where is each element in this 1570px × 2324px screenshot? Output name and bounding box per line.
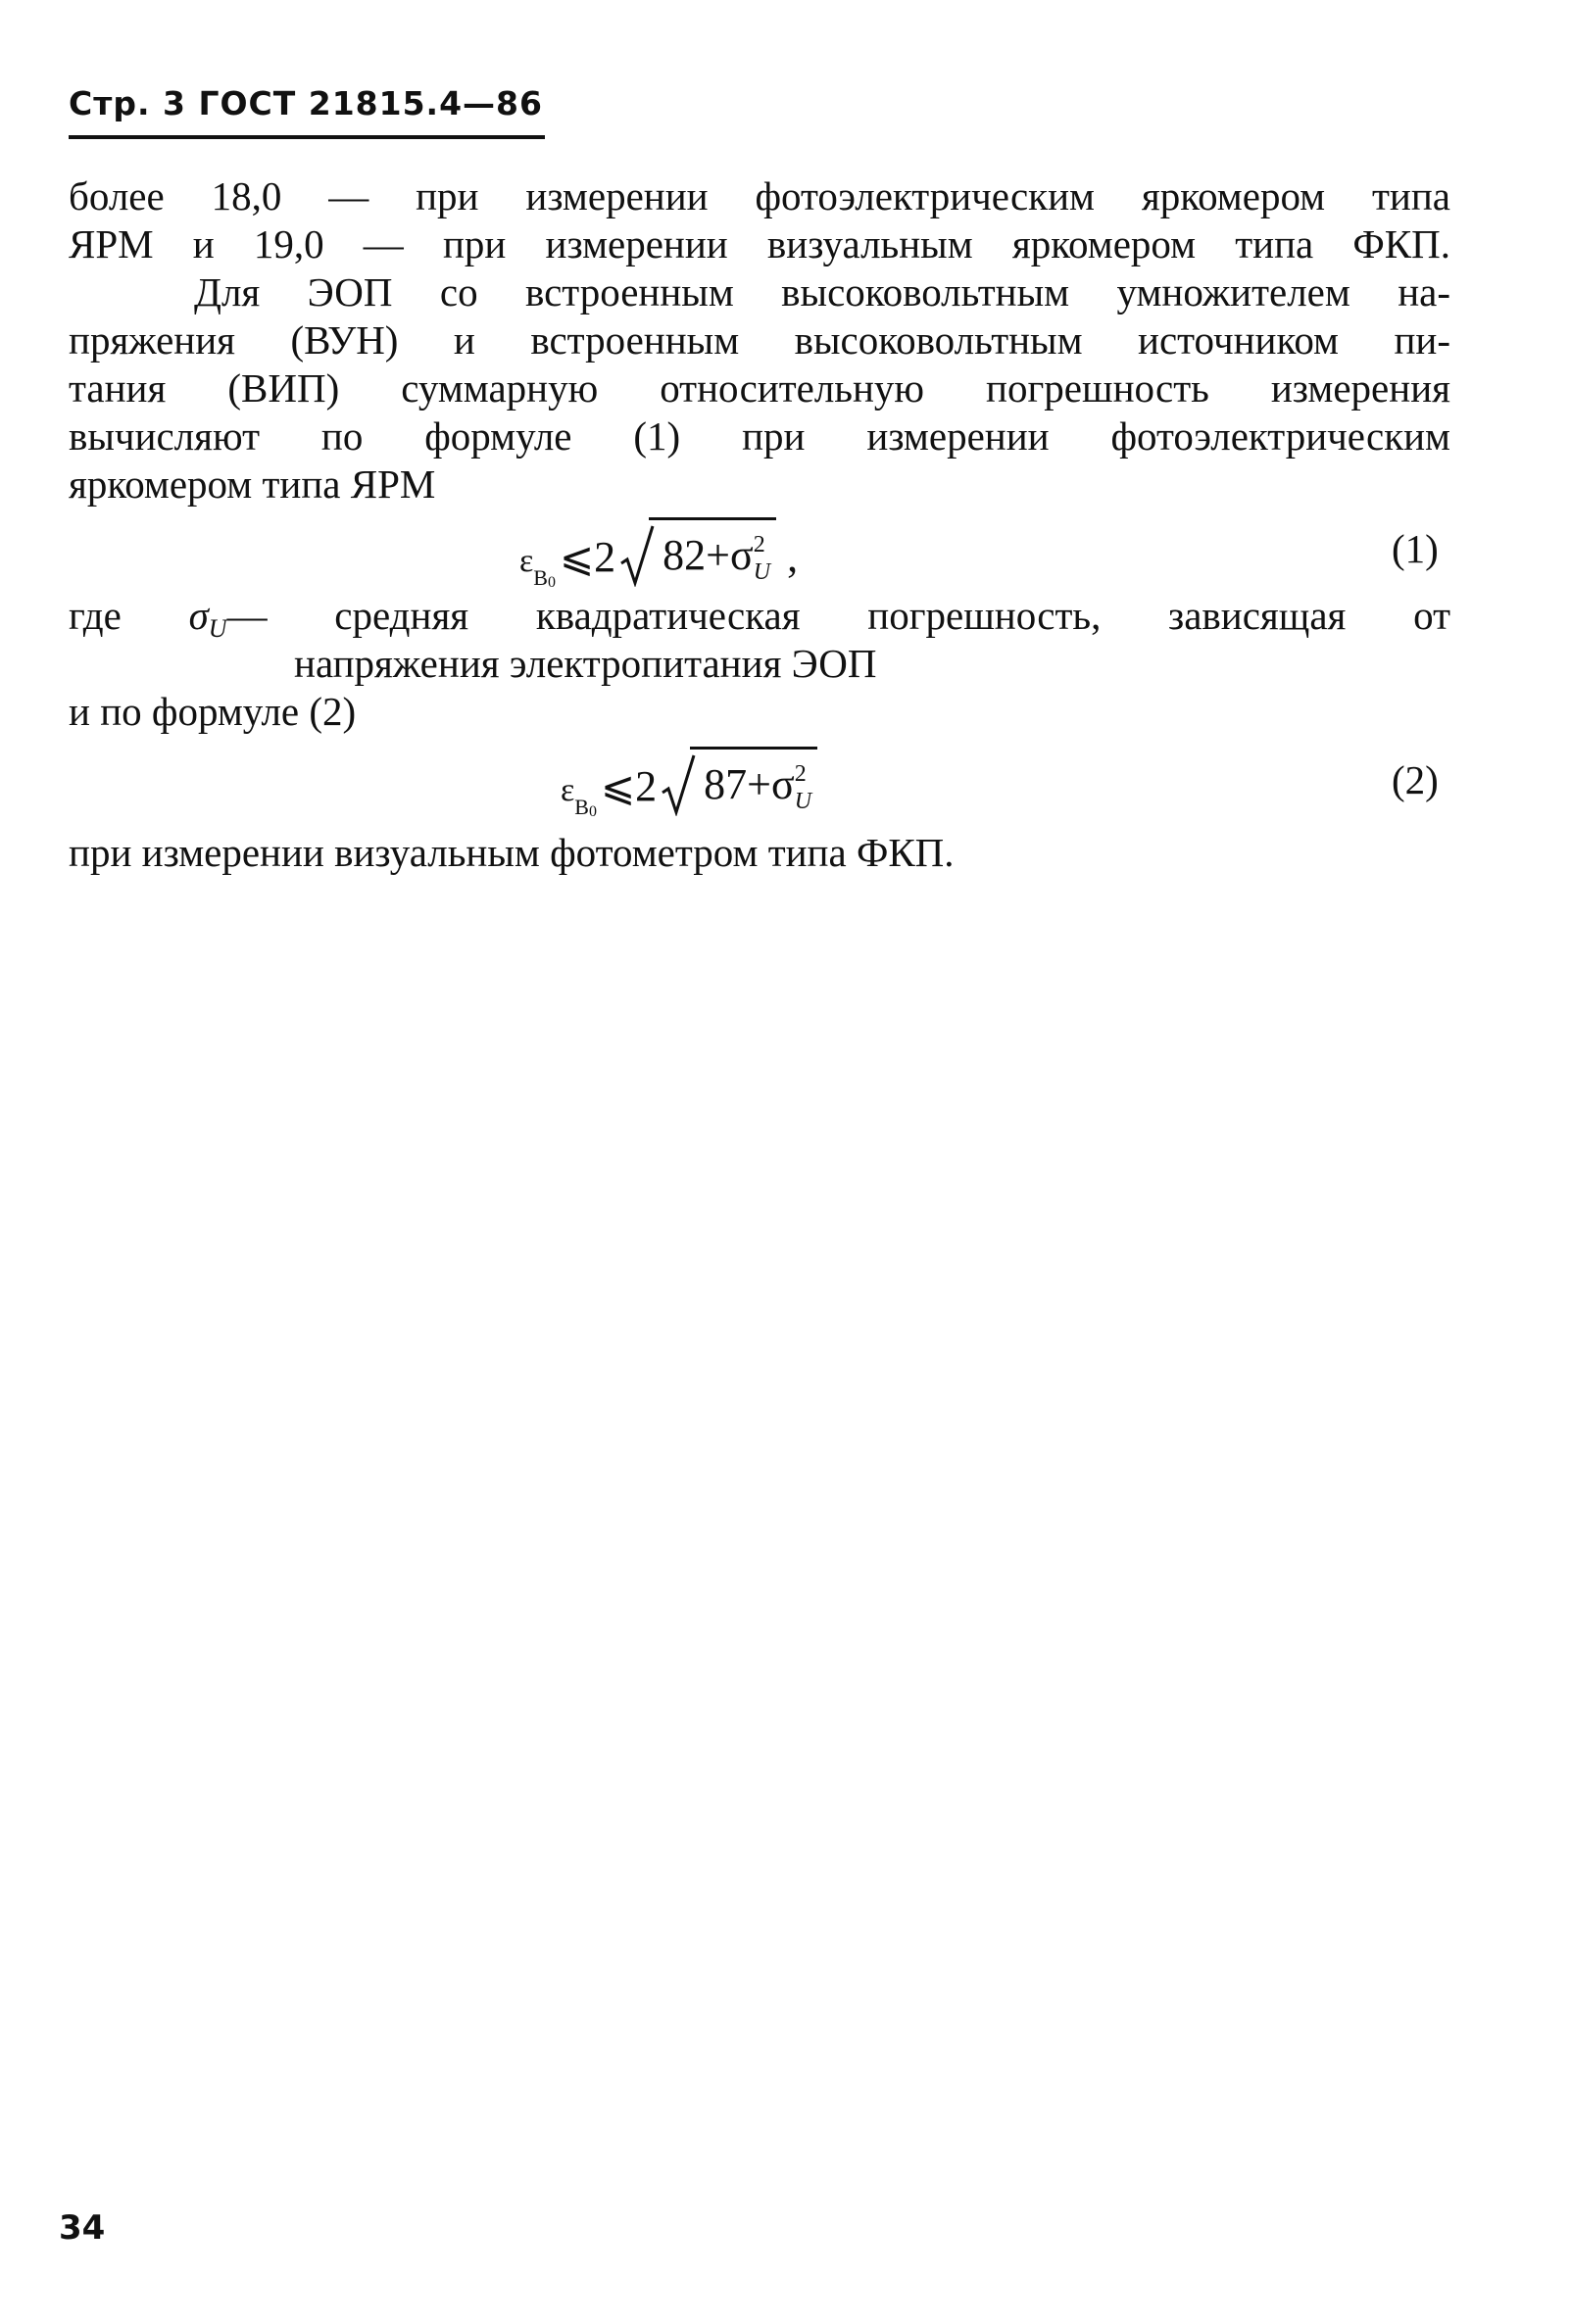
where-description: — средняя квадратическая погрешность, зависящая от xyxy=(226,593,1450,638)
formula-1-sub: B xyxy=(533,565,548,590)
formula-1-sub0: 0 xyxy=(547,574,556,591)
page-number: 34 xyxy=(59,2208,106,2248)
sigma-symbol: σ xyxy=(188,593,209,638)
body-line-4: пряжения (ВУН) и встроенным высоковольтным источником пи- xyxy=(69,317,1450,363)
formula-1-radicand-text: 82+σ xyxy=(662,531,754,579)
formula-2-sub: B xyxy=(574,795,589,819)
formula-1-subscript: U xyxy=(753,559,771,585)
formula-2-radicand-text: 87+σ xyxy=(704,760,795,808)
body-line-3: Для ЭОП со встроенным высоковольтным умножителем на- xyxy=(194,269,1450,315)
formula-2-epsilon: ε xyxy=(561,772,575,808)
formula-2-radicand xyxy=(690,747,817,826)
body-line-2: ЯРМ и 19,0 — при измерении визуальным яркомером типа ФКП. xyxy=(69,221,1450,266)
formula-1-relation: ⩽ xyxy=(559,536,595,581)
formula-2-sub0: 0 xyxy=(588,803,597,820)
sigma-subscript: U xyxy=(208,614,227,643)
and-formula-line: и по формуле (2) xyxy=(69,689,357,734)
equation-number-1: (1) xyxy=(1392,526,1439,571)
formula-1-epsilon: ε xyxy=(519,543,534,579)
header-rule xyxy=(69,135,545,139)
formula-2-subscript: U xyxy=(794,789,812,814)
formula-2-sup: 2 xyxy=(794,761,807,787)
body-line-1: более 18,0 — при измерении фотоэлектрическим яркомером типа xyxy=(69,173,1450,218)
where-continuation: напряжения электропитания ЭОП xyxy=(294,641,877,686)
page-header: Стр. 3 ГОСТ 21815.4—86 xyxy=(69,84,543,122)
formula-2 xyxy=(561,747,817,842)
equation-number-2: (2) xyxy=(1392,757,1439,802)
sqrt-sign-icon xyxy=(661,753,696,816)
body-line-6: вычисляют по формуле (1) при измерении фотоэлектрическим xyxy=(69,413,1450,459)
formula-1-radicand xyxy=(649,517,776,597)
formula-1-trail: , xyxy=(776,533,799,581)
where-prefix: где xyxy=(69,593,122,638)
sqrt-sign-icon xyxy=(619,524,655,587)
body-line-7: яркомером типа ЯРМ xyxy=(69,461,436,507)
body-line-5: тания (ВИП) суммарную относительную погрешность измерения xyxy=(69,365,1450,411)
formula-1-sup: 2 xyxy=(753,532,765,557)
formula-2-coef: 2 xyxy=(635,762,658,810)
formula-2-relation: ⩽ xyxy=(600,765,636,810)
formula-1-coef: 2 xyxy=(594,533,616,581)
final-line: при измерении визуальным фотометром типа ФКП. xyxy=(69,830,955,875)
